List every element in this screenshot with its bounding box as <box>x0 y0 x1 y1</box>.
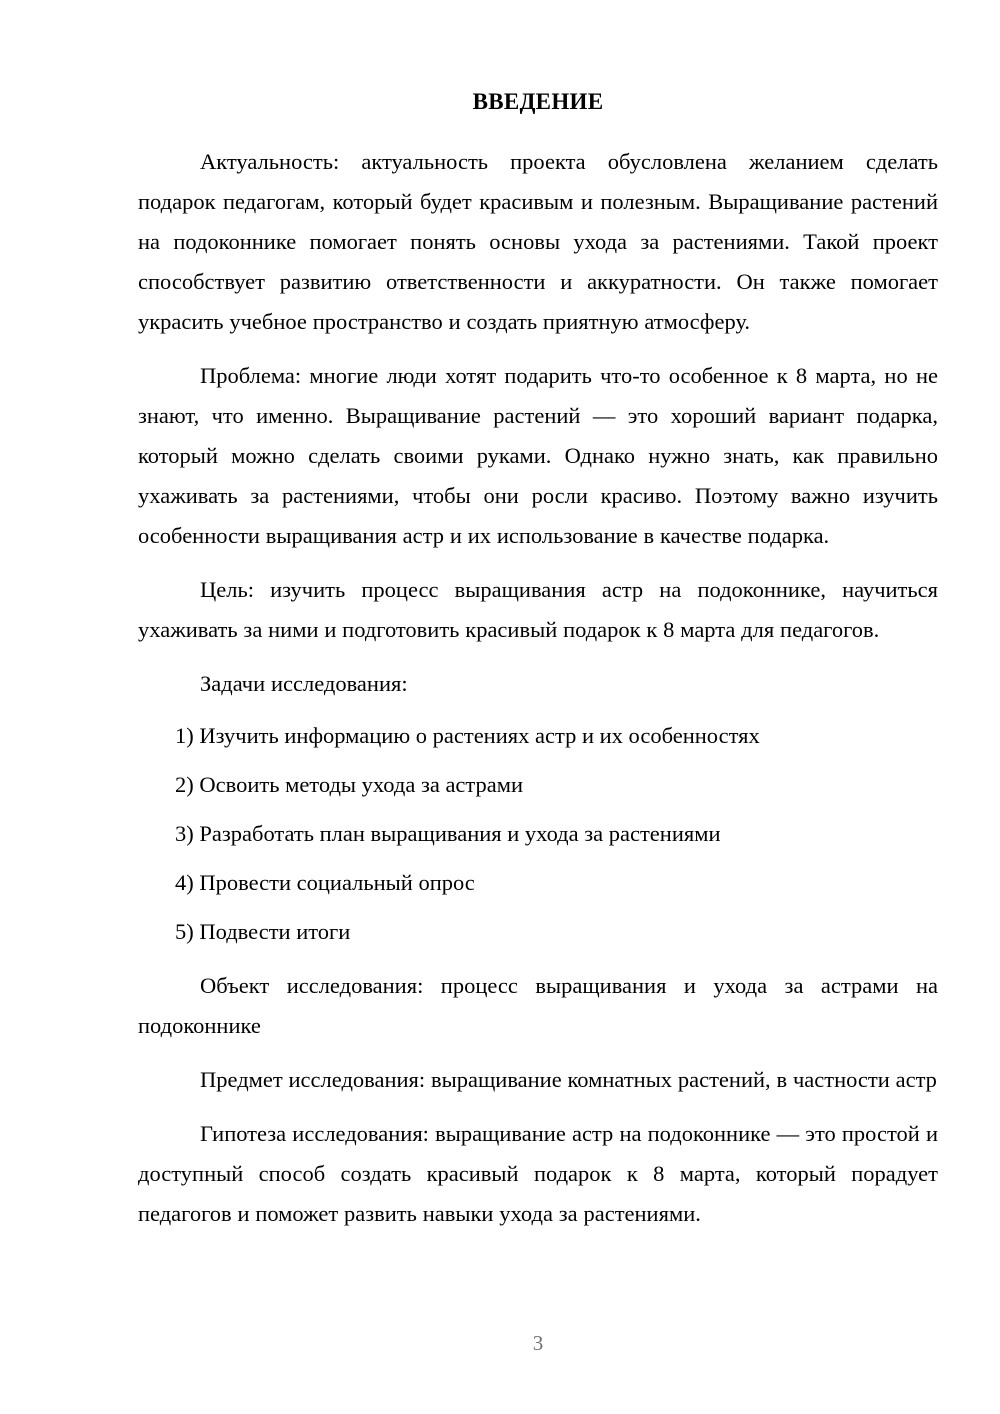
page-title: ВВЕДЕНИЕ <box>472 89 604 114</box>
page-number-footer <box>0 1331 1000 1356</box>
tasks-label: Задачи исследования: <box>200 670 408 696</box>
paragraph-problem: Проблема: многие люди хотят подарить что-то особенное к 8 марта, но не знают, что именно. Выращивание растений — это хороший вариант подарка, который можно сделать своими руками. Однако нужно знать, как правильно ухаживать за растениями, чтобы они росли красиво. Поэтому важно изучить особенности выращивания астр и их использование в качестве подарка. <box>138 362 938 548</box>
tasks-list-wrapper <box>138 716 938 952</box>
document-body <box>138 88 938 1248</box>
paragraph-subject: Предмет исследования: выращивание комнатных растений, в частности астр <box>200 1066 937 1092</box>
list-item: 3) Разработать план выращивания и ухода за растениями <box>175 820 721 846</box>
tasks-list <box>138 716 938 952</box>
page-number-value: 3 <box>532 1331 544 1355</box>
paragraph-hypothesis: Гипотеза исследования: выращивание астр на подоконнике — это простой и доступный способ создать красивый подарок к 8 марта, который порадует педагогов и поможет развить навыки ухода за растениями. <box>138 1120 938 1226</box>
list-item: 5) Подвести итоги <box>175 918 351 944</box>
list-item: 1) Изучить информацию о растениях астр и их особенностях <box>175 722 760 748</box>
paragraph-relevance: Актуальность: актуальность проекта обусловлена желанием сделать подарок педагогам, который будет красивым и полезным. Выращивание растений на подоконнике помогает понять основы ухода за растениями. Такой проект способствует развитию ответственности и аккуратности. Он также помогает украсить учебное пространство и создать приятную атмосферу. <box>138 148 938 334</box>
paragraph-object: Объект исследования: процесс выращивания и ухода за астрами на подоконнике <box>138 972 938 1038</box>
list-item: 4) Провести социальный опрос <box>175 869 475 895</box>
paragraph-goal: Цель: изучить процесс выращивания астр на подоконнике, научиться ухаживать за ними и подготовить красивый подарок к 8 марта для педагогов. <box>138 576 938 642</box>
list-item: 2) Освоить методы ухода за астрами <box>175 771 524 797</box>
